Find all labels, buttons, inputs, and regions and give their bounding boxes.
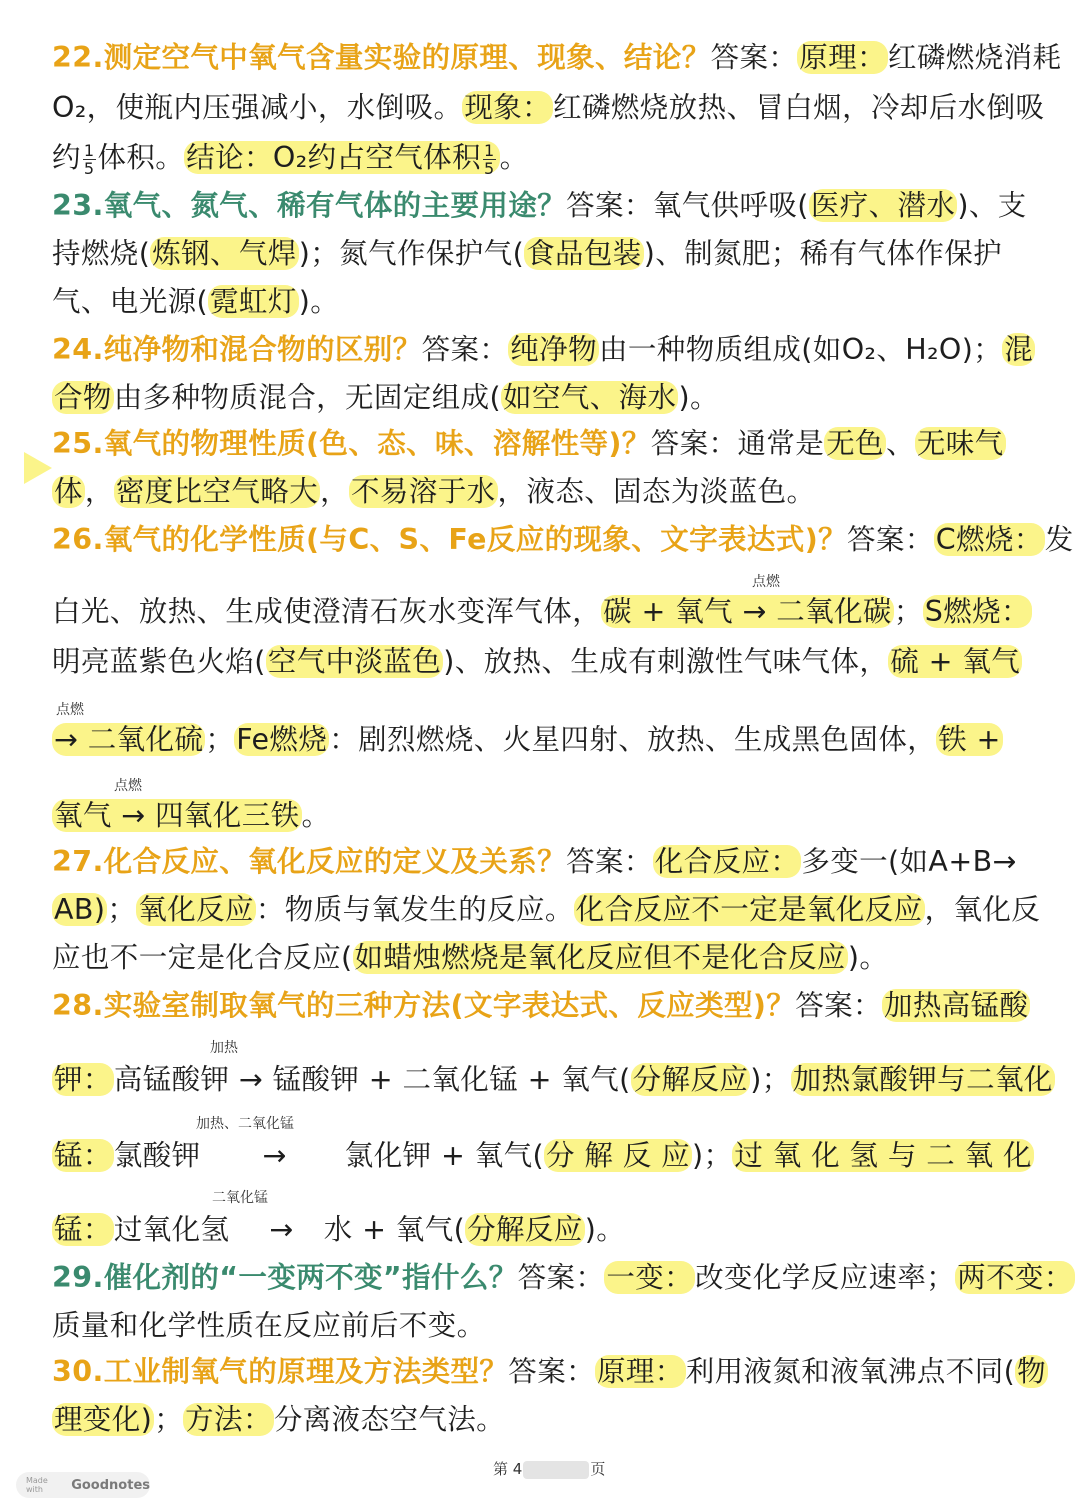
q23-text-3: 持燃烧( <box>52 237 151 270</box>
q26-text-8: 。 <box>301 799 331 832</box>
q29-highlight-one-change: 一变： <box>606 1261 694 1294</box>
q24-question: 纯净物和混合物的区别？ <box>103 333 422 366</box>
q27-highlight-ab: AB) <box>54 893 106 926</box>
q29-line-1 <box>52 1256 1073 1300</box>
q28-highlight-decomp-2: 分 解 反 应 <box>546 1139 690 1172</box>
q28-highlight-method-3a: 过 氧 化 氢 与 二 氧 化 <box>734 1139 1032 1172</box>
q26-text-2: 白光、放热、生成使澄清石灰水变浑气体， <box>52 595 602 628</box>
fraction-denominator-2: 5 <box>483 158 495 178</box>
q30-question: 工业制氧气的原理及方法类型？ <box>103 1355 509 1388</box>
q28-text-4: 氯化钾 + 氧气( <box>344 1139 545 1172</box>
q28-highlight-method-2a: 加热氯酸钾与二氧化 <box>792 1063 1053 1096</box>
q25-text-3: ， <box>84 475 114 508</box>
q22-volume: 体积。 <box>97 141 185 174</box>
q26-text-7: ：剧烈燃烧、火星四射、放热、生成黑色固体， <box>329 723 937 756</box>
page-number-suffix: 页 <box>590 1460 606 1478</box>
q26-highlight-iron-eq-a: 铁 + <box>938 723 1001 756</box>
q28-question: 实验室制取氧气的三种方法(文字表达式、反应类型)？ <box>103 989 796 1022</box>
q29-answer-label: 答案： <box>517 1261 605 1294</box>
q22-phenomenon-label: 现象： <box>464 91 552 124</box>
q28-text-7: 水 + 氧气( <box>323 1213 466 1246</box>
q24-line-1 <box>52 328 1042 372</box>
q28-text-6: 过氧化氢 <box>113 1213 230 1246</box>
q28-text-3: 氯酸钾 <box>113 1139 201 1172</box>
q27-highlight-example: 如蜡烛燃烧是氧化反应但不是化合反应 <box>354 941 846 974</box>
q25-text-5: ，液态、固态为淡蓝色。 <box>497 475 816 508</box>
q25-number: 25. <box>52 427 104 460</box>
q24-text-2: 由多种物质混合，无固定组成( <box>113 381 502 414</box>
q28-highlight-decomp-1: 分解反应 <box>632 1063 749 1096</box>
q25-line-2 <box>52 470 1042 514</box>
q26-number: 26. <box>52 523 104 556</box>
q24-answer-label: 答案： <box>421 333 509 366</box>
q30-highlight-principle: 原理： <box>597 1355 684 1388</box>
q27-text-1: 多变一(如A+B→ <box>801 845 1017 878</box>
q30-text-1: 利用液氮和液氧沸点不同( <box>685 1355 1016 1388</box>
q27-number: 27. <box>52 845 104 878</box>
q26-highlight-iron-eq-b: 氧气 → 四氧化三铁 <box>54 799 300 832</box>
q28-arrow-2: → <box>262 1139 287 1172</box>
q22-line-1 <box>52 36 1062 80</box>
q28-highlight-method-1a: 加热高锰酸 <box>883 989 1029 1022</box>
q27-highlight-combination: 化合反应： <box>654 845 800 878</box>
q29-text-1: 改变化学反应速率； <box>695 1261 956 1294</box>
q28-highlight-method-2b: 锰： <box>54 1139 112 1172</box>
q25-highlight-solubility: 不易溶于水 <box>351 475 496 508</box>
q24-highlight-mix-b: 合物 <box>54 381 112 414</box>
q25-text-1: 通常是 <box>737 427 825 460</box>
q28-line-1 <box>52 984 1042 1028</box>
q23-answer-label: 答案： <box>566 189 653 222</box>
q30-highlight-physical-a: 物 <box>1017 1355 1047 1388</box>
q22-line-2 <box>52 86 1045 130</box>
q30-number: 30. <box>52 1355 104 1388</box>
q26-text-1: 发 <box>1044 523 1074 556</box>
q28-text-8: )。 <box>584 1213 626 1246</box>
fraction-denominator: 5 <box>83 158 95 178</box>
q27-text-5: 应也不一定是化合反应( <box>52 941 353 974</box>
q29-text-2: 质量和化学性质在反应前后不变。 <box>52 1309 486 1342</box>
q23-number: 23. <box>52 189 104 222</box>
q22-end: 。 <box>499 141 529 174</box>
q29-line-2 <box>52 1304 1042 1348</box>
q30-answer-label: 答案： <box>508 1355 595 1388</box>
q22-number: 22. <box>52 41 104 74</box>
q26-line-3 <box>52 640 1042 684</box>
q28-line-2 <box>52 1058 1053 1102</box>
q27-text-3: ：物质与氧发生的反应。 <box>255 893 574 926</box>
q27-line-3 <box>52 936 1042 980</box>
q25-highlight-odorless-a: 无味气 <box>916 427 1004 460</box>
q28-line-4 <box>52 1208 1042 1252</box>
q28-text-2: )； <box>750 1063 791 1096</box>
q29-question: 催化剂的“一变两不变”指什么？ <box>103 1261 518 1294</box>
q27-text-6: )。 <box>847 941 889 974</box>
q23-text-7: )。 <box>298 285 340 318</box>
q23-line-1 <box>52 184 1042 228</box>
q28-text-5: )； <box>692 1139 733 1172</box>
q26-line-5 <box>52 794 1042 838</box>
q28-number: 28. <box>52 989 104 1022</box>
q24-text-3: )。 <box>678 381 719 414</box>
q26-text-6: ； <box>205 723 235 756</box>
q24-highlight-examples: 如空气、海水 <box>503 381 677 414</box>
q25-highlight-density: 密度比空气略大 <box>115 475 319 508</box>
reaction-condition-heat: 加热 <box>210 1040 238 1056</box>
reaction-condition-iron: 点燃 <box>114 778 142 794</box>
q24-number: 24. <box>52 333 104 366</box>
q22-answer-label: 答案： <box>710 41 798 74</box>
q23-question: 氧气、氮气、稀有气体的主要用途？ <box>103 189 567 222</box>
q27-answer-label: 答案： <box>566 845 653 878</box>
q30-highlight-physical-b: 理变化) <box>54 1403 153 1436</box>
q26-line-1 <box>52 518 1074 562</box>
fraction-one-fifth-2 <box>483 142 496 177</box>
q25-question: 氧气的物理性质(色、态、味、溶解性等)？ <box>103 427 651 460</box>
q27-text-4: ，氧化反 <box>924 893 1041 926</box>
q22-phenomenon-text: 红磷燃烧放热、冒白烟，冷却后水倒吸 <box>553 91 1045 124</box>
q23-highlight-4: 霓虹灯 <box>210 285 297 318</box>
page-number-prefix: 第 4 <box>493 1460 523 1478</box>
q27-question: 化合反应、氧化反应的定义及关系？ <box>103 845 567 878</box>
q26-line-2 <box>52 590 1042 634</box>
q28-highlight-method-3b: 锰： <box>54 1213 112 1246</box>
q23-highlight-2: 炼钢、气焊 <box>152 237 297 270</box>
q23-highlight-3: 食品包装 <box>526 237 642 270</box>
q25-highlight-colorless: 无色 <box>826 427 884 460</box>
q25-line-1 <box>52 422 1042 466</box>
reaction-condition-mno2: 二氧化锰 <box>212 1190 268 1206</box>
q23-line-3 <box>52 280 1042 324</box>
q26-text-5: )、放热、生成有刺激性气味气体， <box>443 645 889 678</box>
q28-answer-label: 答案： <box>795 989 882 1022</box>
q28-highlight-method-1b: 钾： <box>54 1063 112 1096</box>
q22-question: 测定空气中氧气含量实验的原理、现象、结论？ <box>103 41 711 74</box>
redacted-blur <box>523 1461 589 1479</box>
goodnotes-badge <box>16 1472 150 1498</box>
q23-text-4: )；氮气作保护气( <box>298 237 525 270</box>
q25-answer-label: 答案： <box>650 427 738 460</box>
q24-text-1: 由一种物质组成(如O₂、H₂O)； <box>599 333 1003 366</box>
q26-line-4 <box>52 718 1042 762</box>
reaction-condition-heat-mno2: 加热、二氧化锰 <box>196 1116 294 1132</box>
q25-text-2: 、 <box>885 427 915 460</box>
q26-text-4: 明亮蓝紫色火焰( <box>52 645 266 678</box>
q26-highlight-c-burn: C燃烧： <box>935 523 1043 556</box>
q22-line-3 <box>52 136 1042 180</box>
q22-conclusion-text: O₂约占空气体积 <box>272 141 481 174</box>
q30-highlight-method: 方法： <box>185 1403 272 1436</box>
q29-number: 29. <box>52 1261 104 1294</box>
q22-conclusion-label: 结论： <box>186 141 273 174</box>
q23-text-1: 氧气供呼吸( <box>652 189 809 222</box>
q24-highlight-pure: 纯净物 <box>510 333 597 366</box>
reaction-condition-carbon: 点燃 <box>752 574 780 590</box>
q30-text-3: 分离液态空气法。 <box>273 1403 506 1436</box>
badge-brand: Goodnotes <box>71 1477 150 1493</box>
q28-text-1: 高锰酸钾 → 锰酸钾 + 二氧化锰 + 氧气( <box>113 1063 631 1096</box>
q22-about: 约 <box>52 141 81 174</box>
q28-line-3 <box>52 1134 1042 1178</box>
fraction-numerator-2: 1 <box>483 140 495 160</box>
q26-highlight-sulfur-eq-b: → 二氧化硫 <box>54 723 204 756</box>
reaction-condition-sulfur: 点燃 <box>56 702 84 718</box>
q27-line-2 <box>52 888 1042 932</box>
q22-line2-text: 使瓶内压强减小，水倒吸。 <box>115 91 463 124</box>
q23-line-2 <box>52 232 1042 276</box>
q23-highlight-1: 医疗、潜水 <box>810 189 956 222</box>
fraction-one-fifth <box>83 142 96 177</box>
badge-made-with: Made with <box>26 1476 48 1494</box>
q24-highlight-mix-a: 混 <box>1004 333 1034 366</box>
q27-text-2: ； <box>107 893 137 926</box>
q28-highlight-decomp-3: 分解反应 <box>467 1213 583 1246</box>
q23-text-5: )、制氮肥；稀有气体作保护 <box>643 237 1003 270</box>
q22-principle-label: 原理： <box>799 41 886 74</box>
q23-text-6: 气、电光源( <box>52 285 209 318</box>
q26-highlight-carbon-eq: 碳 + 氧气 → 二氧化碳 <box>603 595 892 628</box>
q26-text-3: ； <box>893 595 923 628</box>
q27-line-1 <box>52 840 1042 884</box>
q26-highlight-sulfur-eq-a: 硫 + 氧气 <box>890 645 1021 678</box>
q22-o2: O₂， <box>52 91 116 124</box>
q25-highlight-odorless-b: 体 <box>54 475 83 508</box>
q26-highlight-fe-burn: Fe燃烧 <box>236 723 328 756</box>
q26-question: 氧气的化学性质(与C、S、Fe反应的现象、文字表达式)？ <box>103 523 848 556</box>
q27-highlight-oxidation: 氧化反应 <box>138 893 254 926</box>
page-number <box>493 1458 605 1479</box>
q26-highlight-pale-blue: 空气中淡蓝色 <box>267 645 442 678</box>
q30-line-1 <box>52 1350 1047 1394</box>
q26-highlight-s-burn: S燃烧： <box>924 595 1030 628</box>
highlight-wedge-mark <box>24 452 52 484</box>
q24-line-2 <box>52 376 1042 420</box>
q27-highlight-relation: 化合反应不一定是氧化反应 <box>575 893 923 926</box>
q30-text-2: ； <box>154 1403 184 1436</box>
q29-highlight-two-unchanged: 两不变： <box>957 1261 1073 1294</box>
q28-arrow-3: → <box>269 1213 294 1246</box>
q22-principle-text: 红磷燃烧消耗 <box>888 41 1062 74</box>
fraction-numerator: 1 <box>83 140 95 160</box>
q22-conclusion <box>184 140 499 178</box>
q30-line-2 <box>52 1398 1042 1442</box>
q26-answer-label: 答案： <box>847 523 934 556</box>
q25-text-4: ， <box>320 475 350 508</box>
q23-text-2: )、支 <box>957 189 1027 222</box>
